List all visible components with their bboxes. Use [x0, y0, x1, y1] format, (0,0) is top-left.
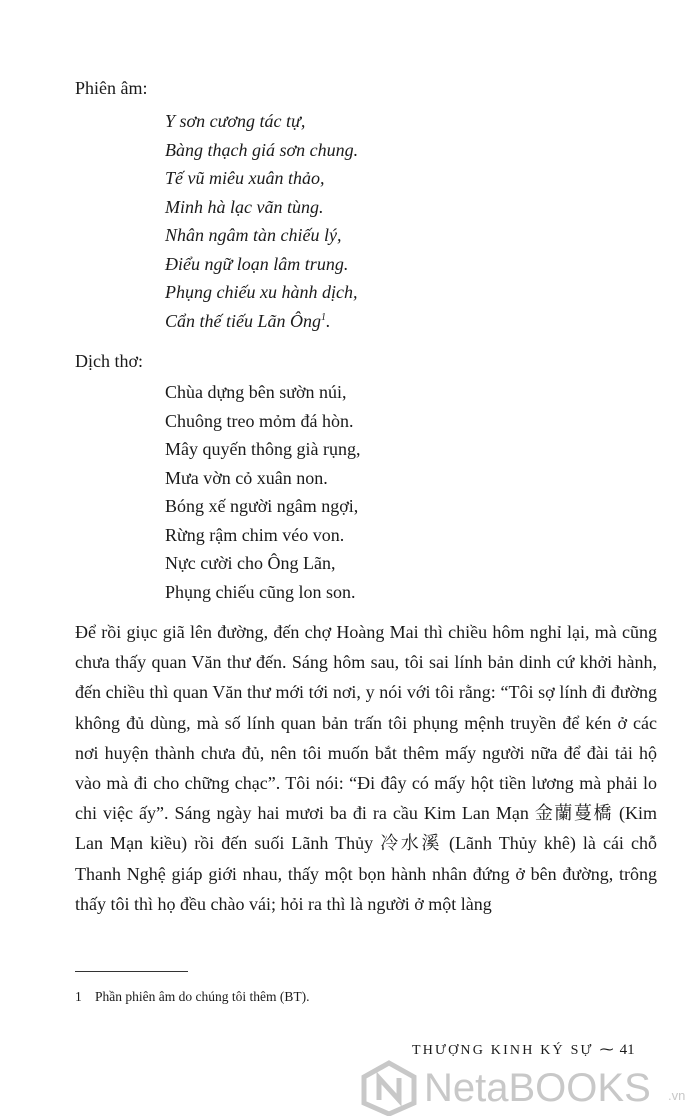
running-footer: [412, 1040, 635, 1061]
page-number: 41: [619, 1042, 635, 1058]
poem-line: Bóng xế người ngâm ngợi,: [165, 496, 359, 516]
footnote-ref: 1: [321, 311, 326, 323]
footnote-divider: [75, 971, 188, 972]
poem-translation: [165, 378, 360, 606]
watermark-text: NetaBOOKS: [424, 1066, 651, 1110]
poem-line: Nực cười cho Ông Lãn,: [165, 553, 336, 573]
poem-line: Chuông treo mỏm đá hòn.: [165, 410, 354, 431]
watermark: [360, 1060, 695, 1116]
poem-line: Điểu ngữ loạn lâm trung.: [165, 253, 349, 274]
poem-line: Tế vũ miêu xuân thảo,: [165, 168, 325, 188]
poem-line: Rừng rậm chim véo von.: [165, 524, 345, 545]
poem-line: Minh hà lạc vãn tùng.: [165, 196, 324, 217]
poem-transliteration: [165, 107, 358, 335]
poem-line: Chùa dựng bên sườn núi,: [165, 382, 347, 402]
body-paragraph: Để rồi giục giã lên đường, đến chợ Hoàng Mai thì chiều hôm nghỉ lại, mà cũng chưa thấy quan Văn thư đến. Sáng hôm sau, tôi sai lính bản dinh cứ khởi hành, đến chiều thì quan Văn thư mới tới nơi, y nói với tôi rằng: “Tôi sợ lính đi đường không đủ dùng, mà số lính quan bản trấn tôi phụng mệnh truyền để kén ở các nơi huyện thành chưa đủ, nên tôi muốn bắt thêm mấy người nữa để đài tải hộ vào mà đi cho chững chạc”. Tôi nói: “Đi đây có mấy hột tiền lương mà phải lo chi việc ấy”. Sáng ngày hai mươi ba đi ra cầu Kim Lan Mạn 金蘭蔓橋 (Kim Lan Mạn kiều) rồi đến suối Lãnh Thủy 冷水溪 (Lãnh Thủy khê) là cái chỗ Thanh Nghệ giáp giới nhau, thấy một bọn hành nhân đứng ở bên đường, trông thấy tôi thì họ đều chào vái; hỏi ra thì là người ở một làng: [75, 622, 657, 914]
netabooks-logo-icon: [360, 1060, 418, 1116]
poem-line: Mưa vờn cỏ xuân non.: [165, 467, 328, 488]
poem-line: Phụng chiếu xu hành dịch,: [165, 282, 358, 302]
poem-line: Y sơn cương tác tự,: [165, 111, 306, 131]
poem-line-text: Cẩn thế tiếu Lãn Ông: [165, 310, 321, 331]
footnote-text: Phần phiên âm do chúng tôi thêm (BT).: [95, 989, 310, 1004]
poem-line: Mây quyến thông già rụng,: [165, 439, 361, 459]
footnote: [75, 988, 309, 1006]
poem-line: Bàng thạch giá sơn chung.: [165, 139, 359, 160]
poem-line: Nhân ngâm tàn chiếu lý,: [165, 225, 342, 245]
watermark-suffix: .vn: [668, 1088, 686, 1103]
book-title: THƯỢNG KINH KÝ SỰ: [412, 1043, 594, 1058]
section-label-phien-am: Phiên âm:: [75, 78, 148, 98]
footnote-number: 1: [75, 989, 82, 1004]
separator-glyph: ⁓: [599, 1043, 614, 1058]
poem-line-last: Cẩn thế tiếu Lãn Ông$^1$.: [165, 310, 331, 331]
poem-line: Phụng chiếu cũng lon son.: [165, 581, 356, 602]
section-label-dich-tho: Dịch thơ:: [75, 351, 144, 371]
